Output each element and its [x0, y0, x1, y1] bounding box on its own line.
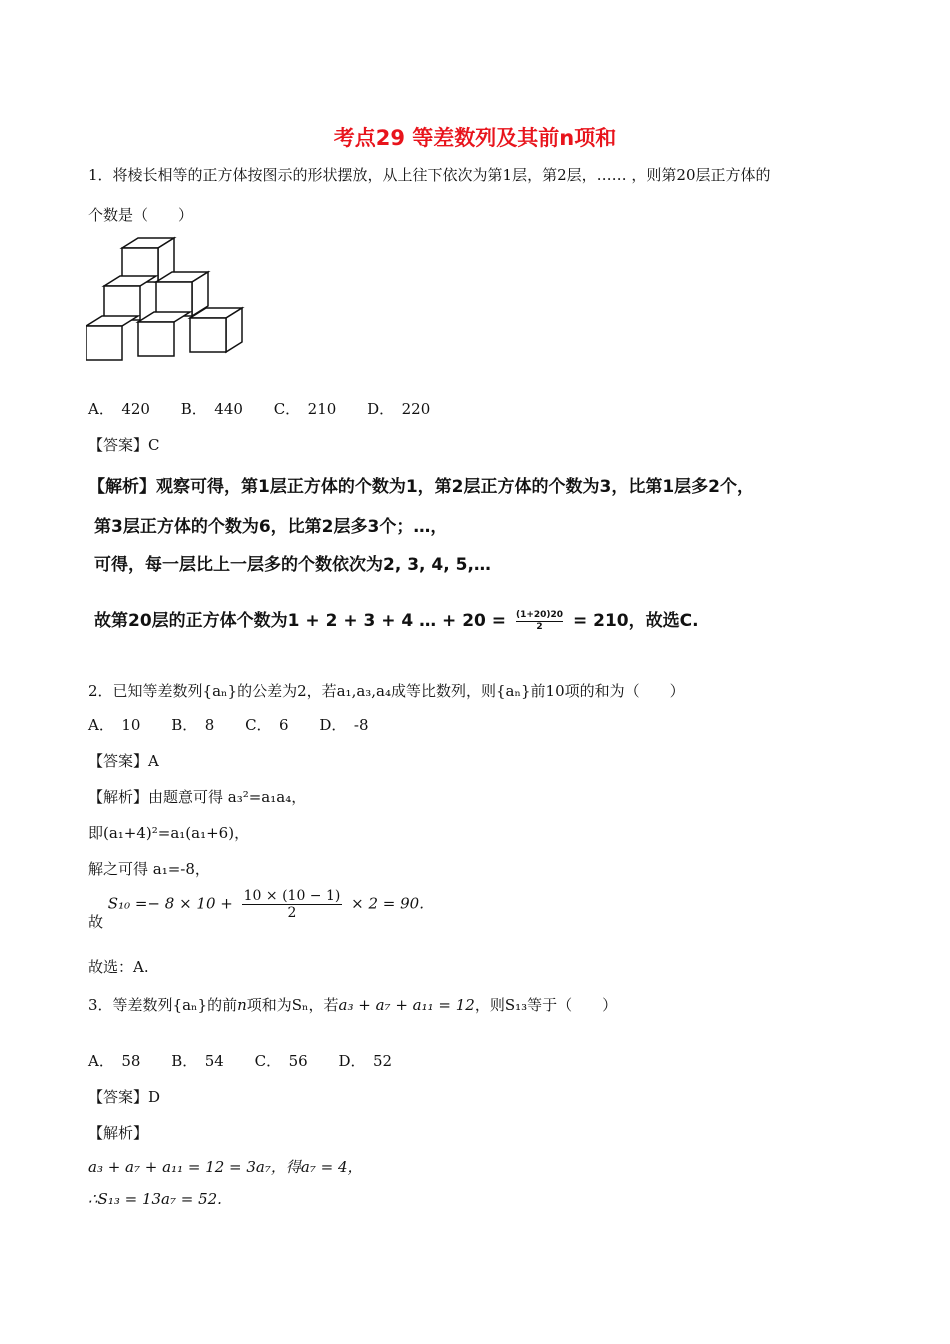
fraction-denominator: 2	[536, 621, 543, 632]
q3-analysis-line2: ∴S₁₃ = 13a₇ = 52.	[88, 1190, 222, 1208]
q2-option-c[interactable]: C． 6	[245, 716, 289, 734]
q3-stem-post: ，则S₁₃等于（ ）	[474, 996, 618, 1014]
q1-option-d[interactable]: D． 220	[367, 400, 431, 418]
q1-analysis-line2: 第3层正方体的个数为6，比第2层多3个；…，	[94, 517, 448, 537]
q3-stem-equation: a₃ + a₇ + a₁₁ = 12	[338, 996, 475, 1014]
q1-option-a[interactable]: A． 420	[88, 400, 150, 418]
q2-analysis-result: × 2 = 90.	[351, 894, 424, 913]
q2-analysis-line4	[88, 888, 424, 931]
q1-analysis-line4	[94, 606, 699, 633]
page-title: 考点29 等差数列及其前n项和	[333, 126, 617, 150]
stacked-cubes-figure	[86, 236, 248, 366]
q1-analysis-line1: 【解析】观察可得，第1层正方体的个数为1，第2层正方体的个数为3，比第1层多2个，	[88, 477, 754, 497]
q1-analysis-fraction	[516, 610, 563, 633]
q1-options	[88, 398, 456, 419]
q2-analysis-line2: 即(a₁+4)²=a₁(a₁+6)，	[88, 824, 250, 842]
q1-option-c[interactable]: C． 210	[273, 400, 337, 418]
q2-analysis-line5: 故选：A.	[88, 958, 149, 976]
q1-stem-line1: 1．将棱长相等的正方体按图示的形状摆放，从上往下依次为第1层，第2层，…… ，则第20层正方体的	[88, 166, 771, 184]
fraction-numerator: 10 × (10 − 1)	[243, 888, 341, 904]
q3-stem-mid: 项和为Sₙ，若	[246, 996, 339, 1014]
q3-stem	[88, 994, 617, 1015]
q3-analysis-head: 【解析】	[88, 1124, 149, 1142]
q3-option-a[interactable]: A． 58	[88, 1052, 141, 1070]
q3-option-b[interactable]: B． 54	[171, 1052, 224, 1070]
q2-analysis-fraction	[242, 888, 343, 921]
q2-option-a[interactable]: A． 10	[88, 716, 141, 734]
q2-analysis-prefix: 故	[88, 912, 104, 931]
q2-analysis-sum: S₁₀ =− 8 × 10 +	[107, 894, 233, 913]
q1-option-b[interactable]: B． 440	[180, 400, 243, 418]
q1-analysis-line3: 可得，每一层比上一层多的个数依次为2, 3, 4, 5,…	[94, 555, 491, 575]
q3-analysis-line1: a₃ + a₇ + a₁₁ = 12 = 3a₇，得a₇ = 4，	[88, 1158, 363, 1176]
q2-analysis-line3: 解之可得 a₁=-8，	[88, 860, 210, 878]
q1-stem-line2: 个数是（ ）	[88, 206, 194, 224]
q1-analysis-result: = 210，故选C.	[572, 611, 699, 631]
q3-answer: 【答案】D	[88, 1088, 161, 1106]
q3-stem-n: n	[237, 996, 247, 1014]
q3-option-c[interactable]: C． 56	[254, 1052, 308, 1070]
q3-option-d[interactable]: D． 52	[338, 1052, 393, 1070]
q1-answer: 【答案】C	[88, 436, 160, 454]
q2-answer: 【答案】A	[88, 752, 159, 770]
fraction-denominator: 2	[287, 905, 297, 921]
q2-option-d[interactable]: D． -8	[319, 716, 369, 734]
q1-analysis-sum: 故第20层的正方体个数为1 + 2 + 3 + 4 … + 20 =	[94, 611, 507, 631]
q2-stem: 2．已知等差数列{aₙ}的公差为2，若a₁,a₃,a₄成等比数列，则{aₙ}前10项的和为（ ）	[88, 682, 685, 700]
q2-analysis-line1: 【解析】由题意可得 a₃²=a₁a₄，	[88, 788, 307, 806]
q3-options	[88, 1050, 418, 1071]
fraction-numerator: (1+20)20	[515, 609, 564, 620]
q2-options	[88, 714, 395, 735]
q3-stem-pre: 3．等差数列{aₙ}的前	[88, 996, 238, 1014]
q2-option-b[interactable]: B． 8	[171, 716, 215, 734]
